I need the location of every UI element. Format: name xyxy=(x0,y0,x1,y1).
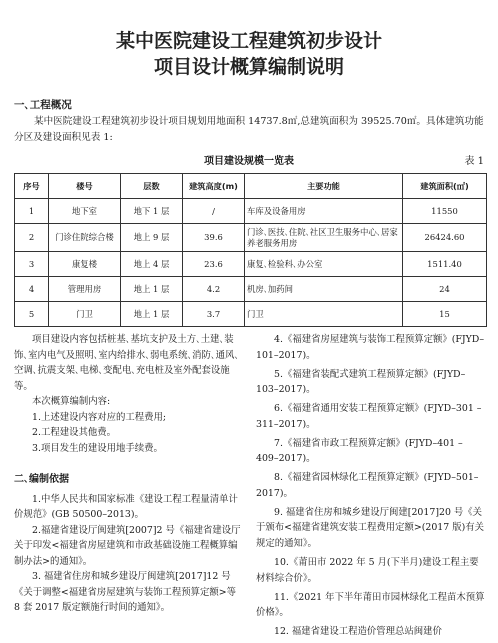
table-row xyxy=(15,199,487,224)
table-row xyxy=(15,277,487,302)
table-cell: 5 xyxy=(15,302,49,327)
table-cell: 门卫 xyxy=(245,302,403,327)
basis-item: 10.《莆田市 2022 年 5 月(下半月)建设工程主要材料综合价》。 xyxy=(256,557,479,584)
basis-item: 1.中华人民共和国家标准《建设工程工程量清单计价规范》(GB 50500–2013)。 xyxy=(14,493,238,520)
header-cell: 楼号 xyxy=(49,174,121,199)
table-cell: 门诊住院综合楼 xyxy=(49,224,121,252)
basis-item: 8.《福建省园林绿化工程预算定额》(FJYD–501–2017)。 xyxy=(256,472,479,499)
table-cell: 2 xyxy=(15,224,49,252)
table-cell: 39.6 xyxy=(183,224,245,252)
table-row xyxy=(15,224,487,252)
construction-scale-table xyxy=(14,173,487,327)
table-cell: 26424.60 xyxy=(403,224,487,252)
budget-item: 2.工程建设其他费。 xyxy=(32,427,116,438)
table-caption: 项目建设规模一览表 xyxy=(204,156,294,167)
basis-item: 4.《福建省房屋建筑与装饰工程预算定额》(FJYD–101–2017)。 xyxy=(256,334,485,361)
basis-item: 5.《福建省装配式建筑工程预算定额》(FJYD–103–2017)。 xyxy=(256,368,466,396)
basis-item: 6.《福建省通用安装工程预算定额》(FJYD–301 – 311–2017)。 xyxy=(256,403,482,430)
header-cell: 序号 xyxy=(15,174,49,199)
table-cell: 门诊､医技､住院､社区卫生服务中心､居家养老服务用房 xyxy=(245,224,403,252)
table-cell: 地上 4 层 xyxy=(121,252,183,277)
table-cell: 地上 9 层 xyxy=(121,224,183,252)
header-cell: 主要功能 xyxy=(245,174,403,199)
table-cell: 15 xyxy=(403,302,487,327)
table-cell: 地下 1 层 xyxy=(121,199,183,224)
table-cell: 4 xyxy=(15,277,49,302)
header-cell: 层数 xyxy=(121,174,183,199)
basis-item: 2.福建省建设厅闽建筑[2007]2 号《福建省建设厅关于印发<福建省房屋建筑和市政基础设施工程概算编制办法>的通知》。 xyxy=(14,524,241,567)
table-cell: 4.2 xyxy=(183,277,245,302)
basis-item: 11.《2021 年下半年莆田市园林绿化工程苗木预算价格》。 xyxy=(256,591,485,619)
table-cell: 3 xyxy=(15,252,49,277)
budget-item: 1.上述建设内容对应的工程费用; xyxy=(32,411,166,423)
header-cell: 建筑面积(㎡) xyxy=(403,174,487,199)
table-cell: 管理用房 xyxy=(49,277,121,302)
basis-item: 12. 福建省建设工程造价管理总站闽建价 xyxy=(274,626,442,638)
table-cell: / xyxy=(183,199,245,224)
left-column xyxy=(14,332,244,616)
table-header-row xyxy=(15,174,487,199)
document-title-line2: 项目设计概算编制说明 xyxy=(153,56,344,78)
table-cell: 康复楼 xyxy=(49,252,121,277)
scope-paragraph: 项目建设内容包括桩基､基坑支护及土方､土建､装饰､室内电气及照明､室内给排水､弱电系统､消防､通风､空调､抗震支架､电梯､变配电､充电桩及室外配套设施等。 xyxy=(14,334,240,392)
table-cell: 地下室 xyxy=(49,199,121,224)
basis-item: 3. 福建省住房和城乡建设厅闽建筑[2017]12 号《关于调整<福建省房屋建筑与装饰工程预算定额>等 8 套 2017 版定额施行时间的通知》。 xyxy=(14,571,236,613)
table-cell: 23.6 xyxy=(183,252,245,277)
table-row xyxy=(15,302,487,327)
table-cell: 地上 1 层 xyxy=(121,302,183,327)
basis-item: 9. 福建省住房和城乡建设厅闽建[2017]20 号《关于颁布<福建省建筑安装工程费用定额>(2017 版)有关规定的通知》。 xyxy=(256,506,484,549)
table-cell: 1511.40 xyxy=(403,252,487,277)
table-cell: 24 xyxy=(403,277,487,302)
budget-intro: 本次概算编制内容: xyxy=(32,396,111,407)
table-cell: 车库及设备用房 xyxy=(245,199,403,224)
right-column xyxy=(256,332,486,643)
section-heading-basis: 二､编制依据 xyxy=(14,474,69,485)
table-row xyxy=(15,252,487,277)
table-number: 表 1 xyxy=(464,156,484,167)
section-heading-overview: 一､工程概况 xyxy=(14,99,72,111)
table-cell: 1 xyxy=(15,199,49,224)
table-cell: 机房､加药间 xyxy=(245,277,403,302)
header-cell: 建筑高度(m) xyxy=(183,174,245,199)
basis-item: 7.《福建省市政工程预算定额》(FJYD–401 – 409–2017)。 xyxy=(256,437,463,465)
overview-paragraph: 某中医院建设工程建筑初步设计项目规划用地面积 14737.8㎡,总建筑面积为 39525.70㎡。具体建筑功能分区及建设面积见表 1: xyxy=(14,116,484,143)
table-cell: 门卫 xyxy=(49,302,121,327)
table-cell: 地上 1 层 xyxy=(121,277,183,302)
document-title-line1: 某中医院建设工程建筑初步设计 xyxy=(115,30,382,52)
table-cell: 康复､检验科､办公室 xyxy=(245,252,403,277)
table-cell: 3.7 xyxy=(183,302,245,327)
budget-item: 3.项目发生的建设用地手续费。 xyxy=(32,442,163,454)
table-cell: 11550 xyxy=(403,199,487,224)
